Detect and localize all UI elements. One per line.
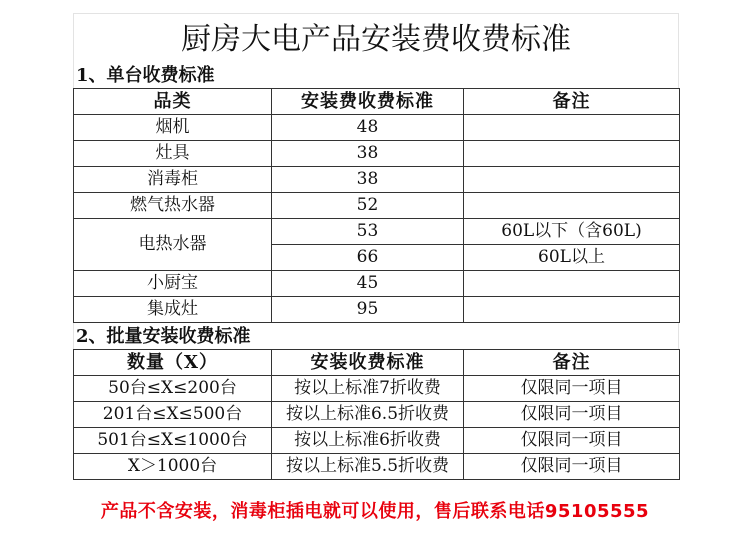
fee-cell: 38 bbox=[272, 141, 464, 167]
header-note: 备注 bbox=[464, 89, 680, 115]
single-unit-fee-table bbox=[73, 88, 680, 323]
table-header-row bbox=[74, 350, 680, 376]
fee-cell: 95 bbox=[272, 297, 464, 323]
table-row bbox=[74, 271, 680, 297]
note-cell bbox=[464, 271, 680, 297]
fee-cell: 45 bbox=[272, 271, 464, 297]
fee-cell: 66 bbox=[272, 245, 464, 271]
table-header-row bbox=[74, 89, 680, 115]
quantity-cell: 201台≤X≤500台 bbox=[74, 402, 272, 428]
header-category: 品类 bbox=[74, 89, 272, 115]
header-fee: 安装费收费标准 bbox=[272, 89, 464, 115]
category-cell: 烟机 bbox=[74, 115, 272, 141]
note-cell bbox=[464, 115, 680, 141]
table-row bbox=[74, 428, 680, 454]
fee-cell: 按以上标准7折收费 bbox=[272, 376, 464, 402]
note-cell: 仅限同一项目 bbox=[464, 454, 680, 480]
note-cell bbox=[464, 141, 680, 167]
table-row bbox=[74, 454, 680, 480]
quantity-cell: 501台≤X≤1000台 bbox=[74, 428, 272, 454]
section2-heading: 2、批量安装收费标准 bbox=[73, 323, 679, 349]
fee-cell: 52 bbox=[272, 193, 464, 219]
header-note: 备注 bbox=[464, 350, 680, 376]
table-row bbox=[74, 193, 680, 219]
category-cell: 集成灶 bbox=[74, 297, 272, 323]
table-row bbox=[74, 167, 680, 193]
table-row bbox=[74, 402, 680, 428]
table-row bbox=[74, 141, 680, 167]
page-title: 厨房大电产品安装费收费标准 bbox=[73, 13, 679, 62]
footer-notice: 产品不含安装，消毒柜插电就可以使用，售后联系电话95105555 bbox=[100, 501, 650, 522]
category-cell: 小厨宝 bbox=[74, 271, 272, 297]
fee-cell: 按以上标准5.5折收费 bbox=[272, 454, 464, 480]
category-cell-merged: 电热水器 bbox=[74, 219, 272, 271]
table-row bbox=[74, 297, 680, 323]
note-cell: 60L以上 bbox=[464, 245, 680, 271]
table-row bbox=[74, 219, 680, 245]
note-cell: 60L以下（含60L) bbox=[464, 219, 680, 245]
fee-cell: 38 bbox=[272, 167, 464, 193]
fee-cell: 48 bbox=[272, 115, 464, 141]
header-quantity: 数量（X） bbox=[74, 350, 272, 376]
fee-cell: 按以上标准6.5折收费 bbox=[272, 402, 464, 428]
fee-sheet bbox=[73, 13, 679, 480]
category-cell: 燃气热水器 bbox=[74, 193, 272, 219]
header-fee: 安装收费标准 bbox=[272, 350, 464, 376]
note-cell bbox=[464, 193, 680, 219]
category-cell: 消毒柜 bbox=[74, 167, 272, 193]
note-cell bbox=[464, 297, 680, 323]
note-cell: 仅限同一项目 bbox=[464, 402, 680, 428]
table-row bbox=[74, 376, 680, 402]
fee-cell: 按以上标准6折收费 bbox=[272, 428, 464, 454]
note-cell: 仅限同一项目 bbox=[464, 428, 680, 454]
note-cell bbox=[464, 167, 680, 193]
bulk-fee-table bbox=[73, 349, 680, 480]
table-row bbox=[74, 115, 680, 141]
section1-heading: 1、单台收费标准 bbox=[73, 62, 679, 88]
quantity-cell: 50台≤X≤200台 bbox=[74, 376, 272, 402]
note-cell: 仅限同一项目 bbox=[464, 376, 680, 402]
category-cell: 灶具 bbox=[74, 141, 272, 167]
quantity-cell: X＞1000台 bbox=[74, 454, 272, 480]
fee-cell: 53 bbox=[272, 219, 464, 245]
